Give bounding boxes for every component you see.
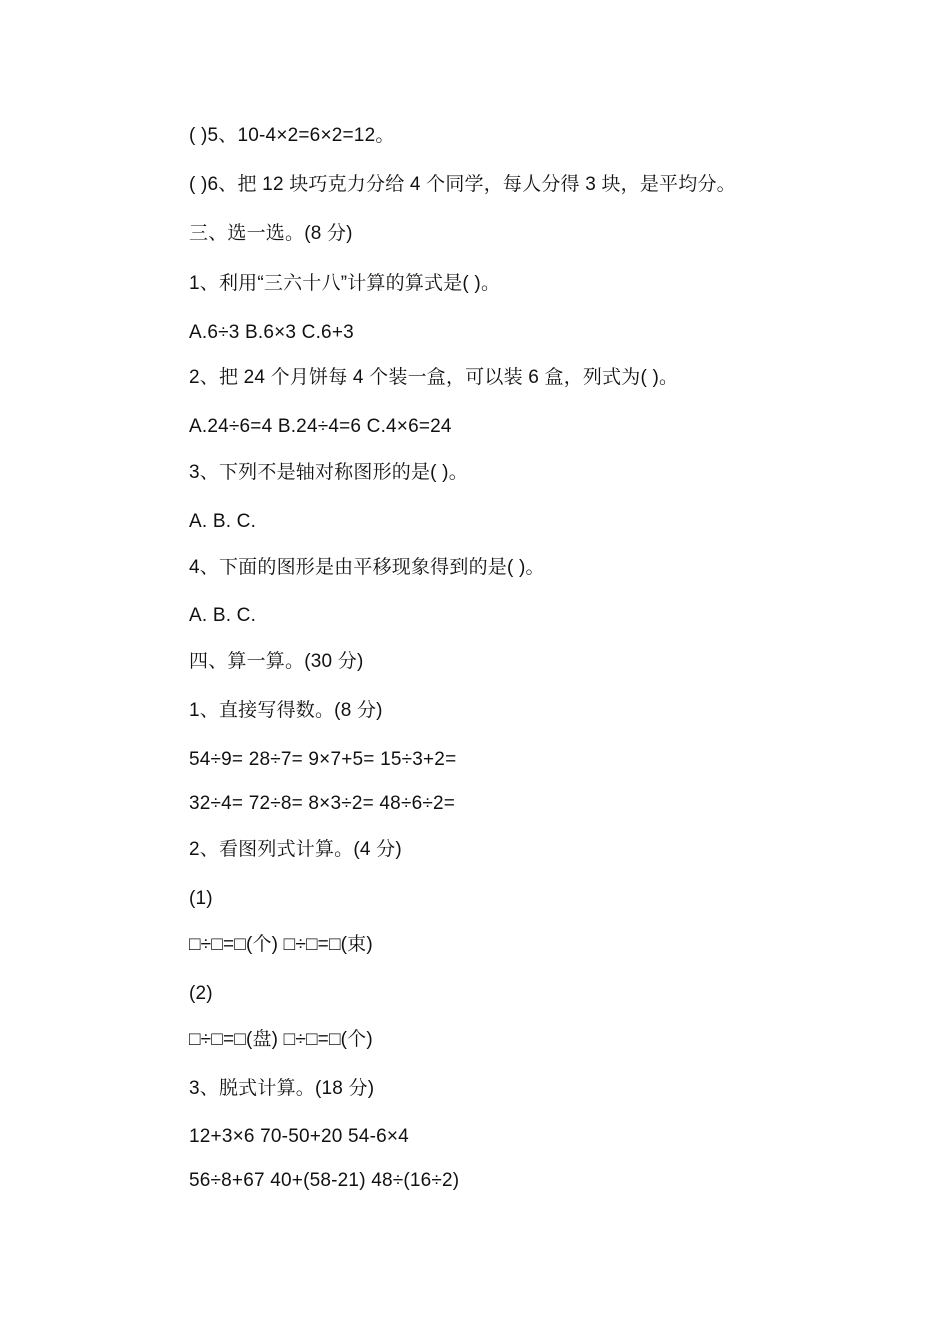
stepwise-row-2: 56÷8+67 40+(58-21) 48÷(16÷2) (189, 1170, 460, 1191)
choice-options-3: A. B. C. (189, 511, 257, 532)
choice-options-1: A.6÷3 B.6×3 C.6+3 (189, 322, 354, 343)
question-true-false-6: ( )6、把 12 块巧克力分给 4 个同学，每人分得 3 块，是平均分。 (189, 174, 736, 195)
calc-question-1: 1、直接写得数。(8 分) (189, 700, 383, 721)
picture-problem-1-label: (1) (189, 888, 213, 909)
choice-options-4: A. B. C. (189, 605, 257, 626)
choice-options-2: A.24÷6=4 B.24÷4=6 C.4×6=24 (189, 416, 452, 437)
stepwise-row-1: 12+3×6 70-50+20 54-6×4 (189, 1126, 409, 1147)
picture-problem-2-blanks: □÷□=□(盘) □÷□=□(个) (189, 1029, 373, 1050)
picture-problem-2-label: (2) (189, 983, 213, 1004)
section-heading-choose: 三、选一选。(8 分) (189, 223, 353, 244)
choice-question-2: 2、把 24 个月饼每 4 个装一盒，可以装 6 盒，列式为( )。 (189, 367, 679, 388)
choice-question-3: 3、下列不是轴对称图形的是( )。 (189, 462, 468, 483)
section-heading-calculate: 四、算一算。(30 分) (189, 651, 364, 672)
question-true-false-5: ( )5、10-4×2=6×2=12。 (189, 125, 395, 146)
calc-row-1: 54÷9= 28÷7= 9×7+5= 15÷3+2= (189, 749, 457, 770)
calc-row-2: 32÷4= 72÷8= 8×3÷2= 48÷6÷2= (189, 793, 456, 814)
calc-question-3: 3、脱式计算。(18 分) (189, 1078, 375, 1099)
choice-question-1: 1、利用“三六十八”计算的算式是( )。 (189, 273, 501, 294)
choice-question-4: 4、下面的图形是由平移现象得到的是( )。 (189, 557, 545, 578)
calc-question-2: 2、看图列式计算。(4 分) (189, 839, 402, 860)
picture-problem-1-blanks: □÷□=□(个) □÷□=□(束) (189, 934, 373, 955)
